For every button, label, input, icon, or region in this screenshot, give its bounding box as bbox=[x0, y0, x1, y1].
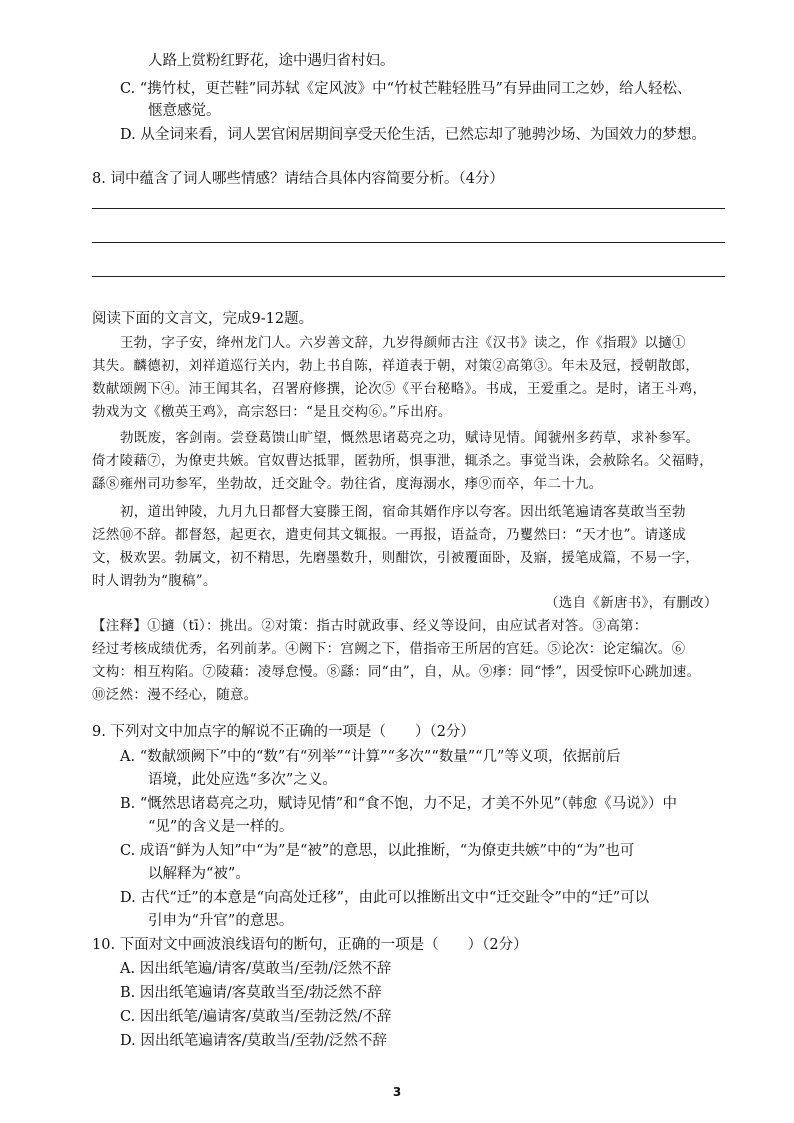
passage-intro: 阅读下面的文言文，完成9-12题。 bbox=[92, 311, 314, 327]
q9-stem: 9. 下列对文中加点字的解说不正确的一项是（ ）（2分） bbox=[92, 724, 475, 740]
passage-notes-line: 【注释】①擿（tī）：挑出。②对策：指古时就政事、经义等设问，由应试者对答。③高第： bbox=[92, 618, 648, 634]
q10-option-d: D. 因出纸笔遍请客/莫敢当/至勃/泛然不辞 bbox=[120, 1033, 387, 1049]
q9-option-c-line1: C. 成语“鲜为人知”中“为”是“被”的意思，以此推断，“为僚吏共嫉”中的“为”也可 bbox=[120, 843, 635, 859]
q9-option-a-line1: A. “数献颂阙下”中的“数”有“列举”“计算”“多次”“数量”“几”等义项，依据前后 bbox=[120, 749, 621, 765]
passage-line: 王勃，字子安，绛州龙门人。六岁善文辞，九岁得颜师古注《汉书》读之，作《指瑕》以擿① bbox=[120, 335, 686, 351]
q10-option-b: B. 因出纸笔遍请/客莫敢当至/勃泛然不辞 bbox=[120, 985, 382, 1001]
q10-option-a: A. 因出纸笔遍/请客/莫敢当/至勃/泛然不辞 bbox=[120, 961, 392, 977]
q9-option-b-line1: B. “慨然思诸葛亮之功，赋诗见情”和“食不饱，力不足，才美不外见”（韩愈《马说》）中 bbox=[120, 796, 678, 812]
q7-option-c-line1: C. “携竹杖，更芒鞋”同苏轼《定风波》中“竹杖芒鞋轻胜马”有异曲同工之妙，给人轻松、 bbox=[120, 81, 692, 97]
passage-line: 时人谓勃为“腹稿”。 bbox=[92, 573, 217, 589]
answer-line-2[interactable] bbox=[92, 242, 725, 243]
passage-notes-line: ⑩泛然：漫不经心，随意。 bbox=[92, 687, 258, 703]
q9-option-a-line2: 语境，此处应选“多次”之义。 bbox=[148, 772, 337, 788]
passage-notes-line: 文构：相互构陷。⑦陵藉：凌辱怠慢。⑧繇：同“由”，自，从。⑨痵：同“悸”，因受惊吓心跳加速。 bbox=[92, 664, 701, 680]
q8-stem: 8. 词中蕴含了词人哪些情感？请结合具体内容简要分析。（4分） bbox=[92, 171, 504, 187]
q7-option-a-tail: 人路上赏粉红野花，途中遇归省村妇。 bbox=[148, 53, 395, 69]
answer-line-3[interactable] bbox=[92, 276, 725, 277]
passage-line: 勃戏为文《檄英王鸡》，高宗怒曰：“是且交构⑥。”斥出府。 bbox=[92, 404, 452, 420]
passage-line: 泛然⑩不辞。都督怒，起更衣，遣吏伺其文辄报。一再报，语益奇，乃矍然曰：“天才也”。请遂成 bbox=[92, 527, 687, 543]
page-number: 3 bbox=[392, 1085, 402, 1099]
answer-line-1[interactable] bbox=[92, 208, 725, 209]
passage-line: 文，极欢罢。勃属文，初不精思，先磨墨数升，则酣饮，引被覆面卧，及寤，援笔成篇，不易一字， bbox=[92, 550, 700, 566]
q10-option-c: C. 因出纸笔/遍请客/莫敢当/至勃泛然/不辞 bbox=[120, 1009, 392, 1025]
passage-source: （选自《新唐书》，有删改） bbox=[545, 595, 718, 611]
q10-stem: 10. 下面对文中画波浪线语句的断句，正确的一项是（ ）（2分） bbox=[92, 937, 528, 953]
passage-notes-line: 经过考核成绩优秀，名列前茅。④阙下：宫阙之下，借指帝王所居的宫廷。⑤论次：论定编次。⑥ bbox=[92, 641, 686, 657]
q7-option-c-line2: 惬意感觉。 bbox=[148, 103, 221, 119]
q9-option-c-line2: 以解释为“被”。 bbox=[148, 866, 250, 882]
q9-option-d-line1: D. 古代“迁”的本意是“向高处迁移”，由此可以推断出文中“迁交趾令”中的“迁”可以 bbox=[120, 890, 650, 906]
passage-line: 勃既废，客剑南。尝登葛馈山旷望，慨然思诸葛亮之功，赋诗见情。闻虢州多药草，求补参军。 bbox=[120, 430, 700, 446]
q7-option-d: D. 从全词来看，词人罢官闲居期间享受天伦生活，已然忘却了驰骋沙场、为国效力的梦想。 bbox=[120, 127, 706, 143]
passage-line: 初，道出钟陵，九月九日都督大宴滕王阁，宿命其婿作序以夸客。因出纸笔遍请客莫敢当至勃 bbox=[120, 504, 686, 520]
passage-line: 其失。麟德初，刘祥道巡行关内，勃上书自陈，祥道表于朝，对策②高第③。年未及冠，授朝散郎， bbox=[92, 358, 700, 374]
q9-option-b-line2: “见”的含义是一样的。 bbox=[148, 819, 294, 835]
passage-line: 繇⑧雍州司功参军，坐勃故，迁交趾令。勃往省，度海溺水，痵⑨而卒，年二十九。 bbox=[92, 476, 603, 492]
passage-line: 倚才陵藉⑦，为僚吏共嫉。官奴曹达抵罪，匿勃所，惧事泄，辄杀之。事觉当诛，会赦除名。父福畤， bbox=[92, 453, 713, 469]
q9-option-d-line2: 引申为“升官”的意思。 bbox=[148, 913, 294, 929]
passage-line: 数献颂阙下④。沛王闻其名，召署府修撰，论次⑤《平台秘略》。书成，王爱重之。是时，诸王斗鸡， bbox=[92, 381, 707, 397]
